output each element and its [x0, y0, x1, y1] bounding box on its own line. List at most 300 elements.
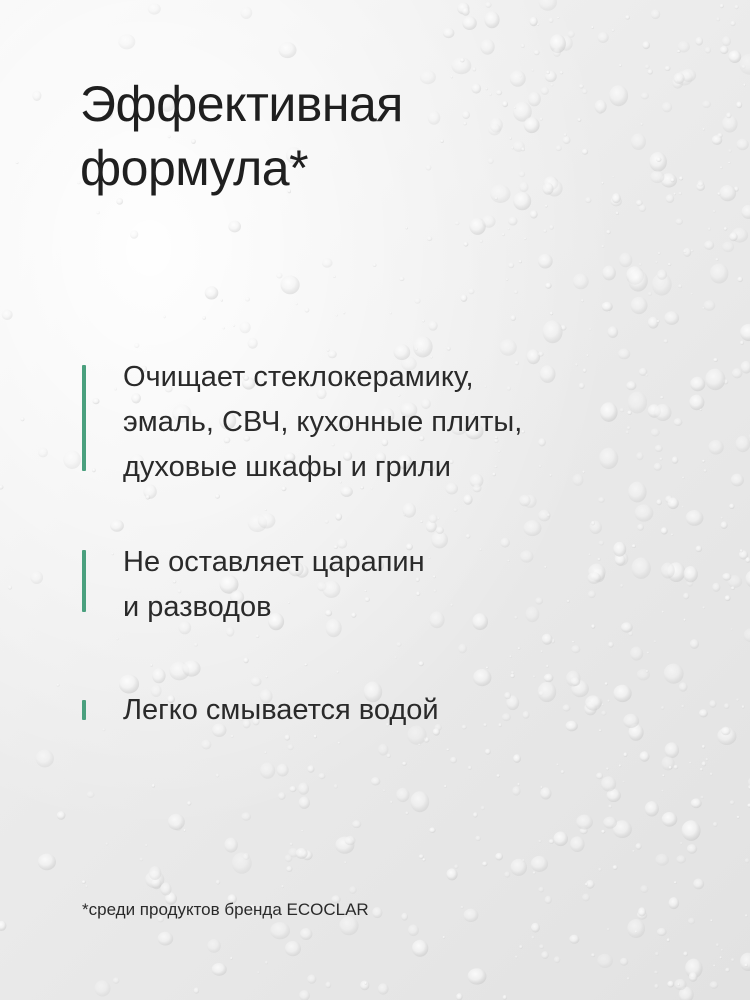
water-drop — [415, 298, 421, 304]
water-drop — [63, 450, 81, 469]
water-drop — [648, 69, 653, 74]
water-drop — [327, 349, 330, 352]
water-drop — [667, 981, 674, 988]
feature-item-3 — [82, 688, 702, 738]
water-drop — [96, 211, 99, 214]
water-drop — [152, 784, 155, 788]
water-drop — [228, 221, 241, 233]
water-drop — [446, 868, 457, 880]
water-drop — [410, 791, 429, 812]
water-drop — [662, 812, 678, 827]
water-drop — [612, 176, 614, 178]
water-drop — [647, 652, 650, 654]
water-drop — [485, 88, 488, 90]
water-drop — [704, 241, 714, 250]
water-drop — [568, 31, 575, 38]
water-drop — [673, 73, 684, 84]
water-drop — [334, 784, 338, 789]
water-drop — [709, 700, 716, 708]
water-drop — [671, 534, 674, 536]
water-drop — [212, 963, 227, 976]
water-drop — [608, 805, 612, 809]
water-drop — [683, 250, 686, 253]
water-drop — [408, 925, 419, 937]
feature-item-1 — [82, 355, 702, 495]
water-drop — [299, 797, 310, 809]
water-drop — [519, 495, 531, 507]
water-drop — [726, 113, 731, 119]
water-drop — [725, 595, 731, 601]
water-drop — [538, 887, 544, 893]
water-drop — [187, 801, 191, 805]
water-drop — [713, 965, 715, 967]
water-drop — [677, 983, 679, 986]
water-drop — [656, 499, 661, 505]
water-drop — [514, 107, 516, 109]
water-drop — [295, 303, 297, 305]
water-drop — [428, 111, 441, 125]
water-drop — [454, 864, 458, 868]
water-drop — [472, 83, 482, 93]
water-drop — [481, 806, 485, 810]
water-drop — [740, 953, 750, 971]
water-drop — [520, 75, 523, 77]
water-drop — [285, 941, 301, 956]
water-drop — [669, 766, 672, 769]
water-drop — [372, 907, 382, 918]
water-drop — [508, 228, 510, 230]
water-drop — [480, 39, 494, 55]
water-drop — [549, 225, 554, 230]
water-drop — [484, 11, 499, 28]
water-drop — [573, 274, 589, 290]
water-drop — [160, 883, 171, 896]
feature-line: и разводов — [123, 591, 272, 623]
water-drop — [194, 988, 200, 994]
water-drop — [720, 4, 724, 8]
water-drop — [547, 514, 550, 517]
water-drop — [651, 10, 661, 20]
water-drop — [502, 101, 508, 107]
water-drop — [619, 64, 622, 67]
water-drop — [496, 90, 502, 95]
water-drop — [693, 879, 704, 890]
water-drop — [729, 504, 734, 509]
water-drop — [667, 498, 678, 510]
feature-text — [123, 688, 439, 733]
water-drop — [152, 668, 165, 683]
water-drop — [745, 914, 748, 917]
water-drop — [281, 276, 300, 295]
water-drop — [710, 919, 713, 921]
water-drop — [299, 990, 310, 1000]
water-drop — [540, 787, 551, 799]
water-drop — [545, 896, 552, 904]
water-drop — [735, 436, 750, 452]
water-drop — [688, 918, 695, 925]
water-drop — [258, 513, 276, 529]
water-drop — [654, 971, 658, 974]
water-drop — [57, 684, 60, 687]
water-drop — [570, 677, 580, 686]
water-drop — [678, 284, 682, 288]
water-drop — [666, 194, 675, 203]
water-drop — [557, 763, 559, 765]
water-drop — [656, 320, 659, 323]
water-drop — [519, 171, 525, 177]
water-drop — [130, 230, 138, 239]
water-drop — [744, 628, 750, 642]
water-drop — [343, 312, 345, 315]
water-drop — [232, 852, 252, 873]
water-drop — [270, 922, 290, 939]
water-drop — [207, 939, 221, 953]
water-drop — [741, 205, 750, 219]
water-drop — [279, 42, 297, 58]
water-drop — [546, 665, 549, 668]
water-drop — [301, 830, 303, 832]
water-drop — [519, 260, 522, 263]
water-drop — [510, 70, 526, 86]
water-drop — [307, 975, 316, 984]
water-drop — [712, 135, 723, 145]
water-drop — [528, 92, 541, 106]
water-drop — [664, 339, 669, 343]
water-drop — [603, 817, 617, 829]
water-drop — [638, 907, 646, 916]
water-drop — [420, 520, 423, 523]
water-drop — [531, 856, 548, 872]
water-drop — [619, 253, 632, 268]
water-drop — [556, 145, 562, 151]
water-drop — [538, 840, 541, 843]
water-drop — [671, 178, 675, 182]
water-drop — [140, 858, 144, 862]
water-drop — [300, 928, 312, 940]
water-drop — [447, 748, 450, 750]
water-drop — [697, 180, 704, 186]
water-drop — [735, 5, 739, 9]
water-drop — [737, 816, 740, 819]
water-drop — [515, 956, 518, 959]
water-drop — [290, 843, 293, 846]
water-drop — [582, 149, 588, 155]
water-drop — [606, 767, 609, 770]
water-drop — [700, 768, 703, 771]
water-drop — [625, 15, 630, 19]
water-drop — [619, 764, 621, 767]
water-drop — [661, 756, 674, 770]
water-drop — [511, 315, 516, 321]
water-drop — [304, 663, 307, 666]
water-drop — [422, 858, 425, 861]
water-drop — [731, 628, 733, 630]
water-drop — [730, 800, 735, 804]
water-drop — [703, 128, 706, 130]
water-drop — [519, 182, 528, 192]
water-drop — [728, 50, 741, 63]
water-drop — [426, 165, 432, 171]
water-drop — [550, 312, 553, 315]
water-drop — [740, 549, 743, 552]
water-drop — [205, 286, 219, 299]
water-drop — [486, 667, 488, 669]
water-drop — [352, 820, 361, 828]
water-drop — [443, 936, 446, 939]
water-drop — [281, 885, 284, 888]
water-drop — [450, 757, 457, 764]
water-drop — [662, 102, 672, 112]
water-drop — [490, 185, 510, 203]
water-drop — [539, 944, 544, 949]
water-drop — [57, 811, 66, 820]
water-drop — [87, 791, 95, 798]
water-drop — [462, 111, 470, 119]
water-drop — [338, 742, 341, 744]
water-drop — [632, 850, 634, 852]
water-drop — [560, 71, 563, 74]
water-drop — [674, 193, 676, 196]
water-drop — [571, 645, 580, 653]
water-drop — [745, 858, 750, 863]
water-drop — [646, 670, 649, 673]
water-drop — [405, 812, 408, 815]
water-drop — [116, 638, 119, 640]
water-drop — [654, 640, 657, 643]
water-drop — [85, 885, 87, 888]
water-drop — [163, 315, 165, 318]
water-drop — [458, 644, 467, 654]
water-drop — [461, 295, 468, 302]
water-drop — [719, 185, 736, 201]
water-drop — [745, 964, 748, 968]
water-drop — [598, 497, 605, 503]
water-drop — [557, 17, 559, 19]
water-drop — [399, 277, 404, 281]
water-drop — [564, 133, 567, 136]
water-drop — [482, 862, 487, 867]
water-drop — [463, 494, 472, 504]
water-drop — [612, 29, 615, 32]
water-drop — [286, 866, 292, 872]
water-drop — [110, 520, 124, 532]
footnote: *среди продуктов бренда ECOCLAR — [82, 900, 369, 919]
water-drop — [276, 273, 282, 279]
water-drop — [349, 886, 357, 894]
water-drop — [531, 923, 540, 933]
water-drop — [418, 744, 420, 746]
water-drop — [549, 18, 554, 23]
water-drop — [677, 50, 681, 53]
water-drop — [729, 232, 738, 241]
water-drop — [390, 801, 393, 804]
water-drop — [687, 844, 697, 854]
water-drop — [731, 958, 734, 961]
water-drop — [504, 871, 510, 877]
water-drop — [665, 66, 671, 71]
water-drop — [517, 783, 520, 786]
water-drop — [240, 7, 252, 19]
water-drop — [602, 266, 616, 281]
water-drop — [702, 460, 705, 463]
water-drop — [514, 290, 518, 294]
water-drop — [549, 839, 554, 844]
water-drop — [145, 844, 147, 847]
water-drop — [570, 836, 585, 852]
water-drop — [591, 521, 595, 526]
feature-line: эмаль, СВЧ, кухонные плиты, — [123, 406, 523, 438]
water-drop — [553, 832, 568, 847]
water-drop — [38, 854, 56, 871]
water-drop — [721, 949, 723, 951]
water-drop — [705, 47, 711, 53]
water-drop — [440, 139, 443, 143]
water-drop — [704, 469, 707, 472]
water-drop — [533, 675, 536, 678]
water-drop — [538, 254, 553, 269]
water-drop — [669, 897, 680, 909]
water-drop — [740, 341, 744, 345]
water-drop — [579, 84, 584, 88]
water-drop — [631, 133, 646, 150]
water-drop — [543, 183, 554, 195]
water-drop — [488, 158, 494, 164]
water-drop — [613, 865, 618, 870]
water-drop — [118, 34, 135, 49]
water-drop — [468, 766, 472, 770]
water-drop — [168, 814, 185, 830]
water-drop — [530, 17, 538, 26]
water-drop — [8, 585, 12, 589]
water-drop — [462, 16, 476, 30]
water-drop — [395, 656, 398, 658]
water-drop — [473, 669, 491, 686]
water-drop — [265, 509, 267, 511]
water-drop — [691, 798, 702, 808]
water-drop — [662, 774, 665, 776]
water-drop — [466, 534, 471, 539]
water-drop — [534, 50, 540, 55]
water-drop — [149, 866, 161, 880]
water-drop — [521, 44, 525, 48]
water-drop — [512, 786, 520, 795]
water-drop — [631, 297, 648, 314]
water-drop — [508, 263, 514, 269]
water-drop — [513, 754, 521, 763]
water-drop — [489, 93, 492, 96]
water-drop — [710, 264, 729, 284]
water-drop — [475, 836, 481, 841]
water-drop — [731, 474, 744, 487]
water-drop — [468, 968, 487, 984]
water-drop — [21, 417, 25, 421]
water-drop — [712, 583, 720, 592]
water-drop — [667, 938, 670, 942]
water-drop — [325, 982, 331, 989]
water-drop — [32, 91, 41, 101]
water-drop — [572, 641, 575, 643]
water-drop — [691, 250, 694, 253]
water-drop — [545, 283, 551, 289]
water-drop — [640, 123, 643, 126]
water-drop — [601, 830, 605, 834]
water-drop — [680, 842, 683, 845]
water-drop — [371, 777, 381, 785]
water-drop — [569, 935, 579, 944]
water-drop — [650, 171, 664, 183]
water-drop — [499, 339, 516, 356]
water-drop — [216, 880, 220, 885]
water-drop — [451, 76, 453, 79]
water-drop — [468, 289, 474, 295]
water-drop — [502, 233, 505, 236]
water-drop — [636, 843, 642, 850]
water-drop — [412, 940, 428, 957]
water-drop — [150, 664, 153, 667]
water-drop — [731, 586, 735, 589]
water-drop — [546, 71, 550, 75]
water-drop — [532, 69, 535, 72]
water-drop — [456, 993, 462, 1000]
water-drop — [706, 758, 709, 761]
water-drop — [202, 316, 206, 320]
water-drop — [713, 822, 718, 827]
water-drop — [582, 894, 590, 902]
water-drop — [244, 658, 249, 664]
feature-accent-bar — [82, 550, 86, 612]
water-drop — [518, 647, 521, 650]
feature-accent-bar — [82, 365, 86, 471]
water-drop — [260, 763, 275, 779]
water-drop — [201, 740, 211, 750]
water-drop — [635, 504, 654, 521]
water-drop — [524, 237, 526, 240]
water-drop — [582, 89, 587, 94]
water-drop — [627, 919, 645, 938]
water-drop — [554, 956, 560, 963]
water-drop — [539, 0, 557, 11]
water-drop — [702, 745, 705, 749]
feature-line: Легко смывается водой — [123, 694, 439, 726]
water-drop — [485, 749, 491, 755]
water-drop — [447, 347, 451, 351]
water-drop — [639, 263, 642, 266]
water-drop — [683, 952, 688, 957]
water-drop — [325, 520, 329, 524]
water-drop — [378, 983, 389, 994]
water-drop — [158, 932, 174, 946]
water-drop — [676, 218, 683, 224]
water-drop — [609, 85, 628, 106]
water-drop — [736, 102, 742, 109]
water-drop — [627, 977, 630, 980]
water-drop — [578, 118, 582, 122]
water-drop — [655, 261, 658, 263]
water-drop — [383, 789, 386, 791]
water-drop — [508, 217, 517, 226]
water-drop — [561, 770, 565, 774]
water-drop — [418, 661, 423, 666]
water-drop — [679, 192, 682, 195]
water-drop — [194, 643, 198, 647]
water-drop — [389, 312, 392, 315]
water-drop — [509, 655, 511, 658]
water-drop — [664, 311, 679, 325]
water-drop — [720, 956, 722, 959]
water-drop — [721, 517, 723, 520]
feature-line: духовые шкафы и грили — [123, 451, 451, 483]
water-drop — [2, 310, 13, 320]
